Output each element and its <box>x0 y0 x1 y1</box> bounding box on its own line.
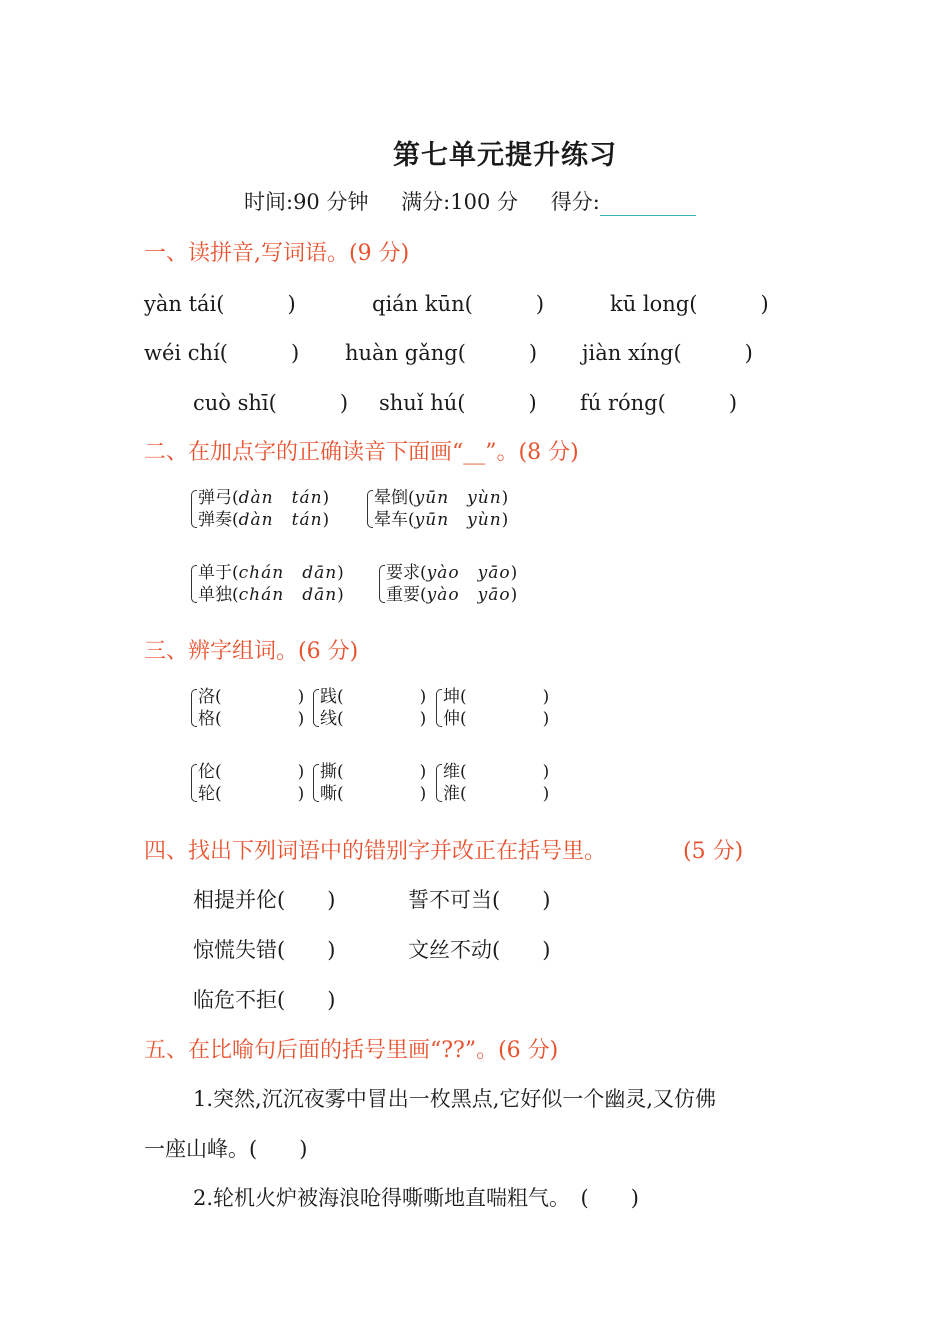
score-label: 得分: <box>550 190 600 214</box>
pinyin-item[interactable]: shuǐ hú( ) <box>379 391 537 415</box>
pinyin-item[interactable]: jiàn xíng( ) <box>582 341 753 365</box>
reading-pair: 单于(chán dān) 单独(chán dān) <box>191 562 344 606</box>
char: 伸( <box>443 709 467 729</box>
pinyin-item[interactable]: yàn tái( ) <box>144 292 296 316</box>
pinyin-options[interactable]: dàn tán <box>238 510 323 530</box>
char: 践( <box>320 687 344 707</box>
word: 晕倒( <box>374 488 415 508</box>
question-2[interactable]: 2.轮机火炉被海浪呛得嘶嘶地直喘粗气。 ( ) <box>193 1186 639 1210</box>
idiom-item[interactable]: 临危不拒( ) <box>193 988 336 1012</box>
char: 淮( <box>443 784 467 804</box>
word: 单于( <box>198 563 239 583</box>
idiom-item[interactable]: 文丝不动( ) <box>408 938 551 962</box>
pinyin-options[interactable]: dàn tán <box>238 488 323 508</box>
pinyin-item[interactable]: kū long( ) <box>610 292 769 316</box>
pinyin-options[interactable]: chán dān <box>238 585 338 605</box>
pinyin-options[interactable]: yūn yùn <box>414 510 502 530</box>
char-pair: 洛( ) 格( ) <box>191 686 304 730</box>
pinyin-item[interactable]: huàn gǎng( ) <box>345 341 538 365</box>
char: 格( <box>198 709 222 729</box>
word: 弹弓( <box>198 488 239 508</box>
char: 撕( <box>320 762 344 782</box>
char-pair: 践( ) 线( ) <box>313 686 426 730</box>
char: 维( <box>443 762 467 782</box>
char: 坤( <box>443 687 467 707</box>
section-4-heading: 四、找出下列词语中的错别字并改正在括号里。 <box>144 839 607 864</box>
pinyin-item[interactable]: wéi chí( ) <box>144 341 300 365</box>
time-limit: 时间:90 分钟 <box>244 190 369 214</box>
word: 单独( <box>198 585 239 605</box>
char-pair: 撕( ) 嘶( ) <box>313 761 426 805</box>
question-1-line-1: 1.突然,沉沉夜雾中冒出一枚黑点,它好似一个幽灵,又仿佛 <box>193 1087 717 1111</box>
reading-pair: 晕倒(yūn yùn) 晕车(yūn yùn) <box>367 487 508 531</box>
char: 洛( <box>198 687 222 707</box>
reading-pair: 要求(yào yāo) 重要(yào yāo) <box>379 562 517 606</box>
reading-pair: 弹弓(dàn tán) 弹奏(dàn tán) <box>191 487 329 531</box>
page-title: 第七单元提升练习 <box>393 140 617 171</box>
word: 要求( <box>386 563 427 583</box>
pinyin-item[interactable]: fú róng( ) <box>580 391 738 415</box>
idiom-item[interactable]: 誓不可当( ) <box>408 888 551 912</box>
char: 轮( <box>198 784 222 804</box>
idiom-item[interactable]: 惊慌失错( ) <box>193 938 336 962</box>
section-5-heading: 五、在比喻句后面的括号里画“??”。(6 分) <box>144 1038 559 1063</box>
question-1-line-2[interactable]: 一座山峰。( ) <box>144 1137 308 1161</box>
section-3-heading: 三、辨字组词。(6 分) <box>144 639 359 664</box>
section-1-heading: 一、读拼音,写词语。(9 分) <box>144 241 410 266</box>
pinyin-options[interactable]: chán dān <box>238 563 338 583</box>
char-pair: 坤( ) 伸( ) <box>436 686 549 730</box>
word: 重要( <box>386 585 427 605</box>
full-score: 满分:100 分 <box>401 190 519 214</box>
char: 伦( <box>198 762 222 782</box>
idiom-item[interactable]: 相提并伦( ) <box>193 888 336 912</box>
pinyin-options[interactable]: yào yāo <box>426 563 511 583</box>
section-2-heading: 二、在加点字的正确读音下面画“__”。(8 分) <box>144 440 579 465</box>
word: 晕车( <box>374 510 415 530</box>
word: 弹奏( <box>198 510 239 530</box>
section-4-points: (5 分) <box>683 839 744 864</box>
exam-meta <box>244 186 696 216</box>
pinyin-options[interactable]: yào yāo <box>426 585 511 605</box>
char: 嘶( <box>320 784 344 804</box>
pinyin-options[interactable]: yūn yùn <box>414 488 502 508</box>
char: 线( <box>320 709 344 729</box>
pinyin-item[interactable]: qián kūn( ) <box>372 292 545 316</box>
char-pair: 伦( ) 轮( ) <box>191 761 304 805</box>
pinyin-item[interactable]: cuò shī( ) <box>193 391 349 415</box>
score-blank[interactable] <box>600 195 696 216</box>
char-pair: 维( ) 淮( ) <box>436 761 549 805</box>
